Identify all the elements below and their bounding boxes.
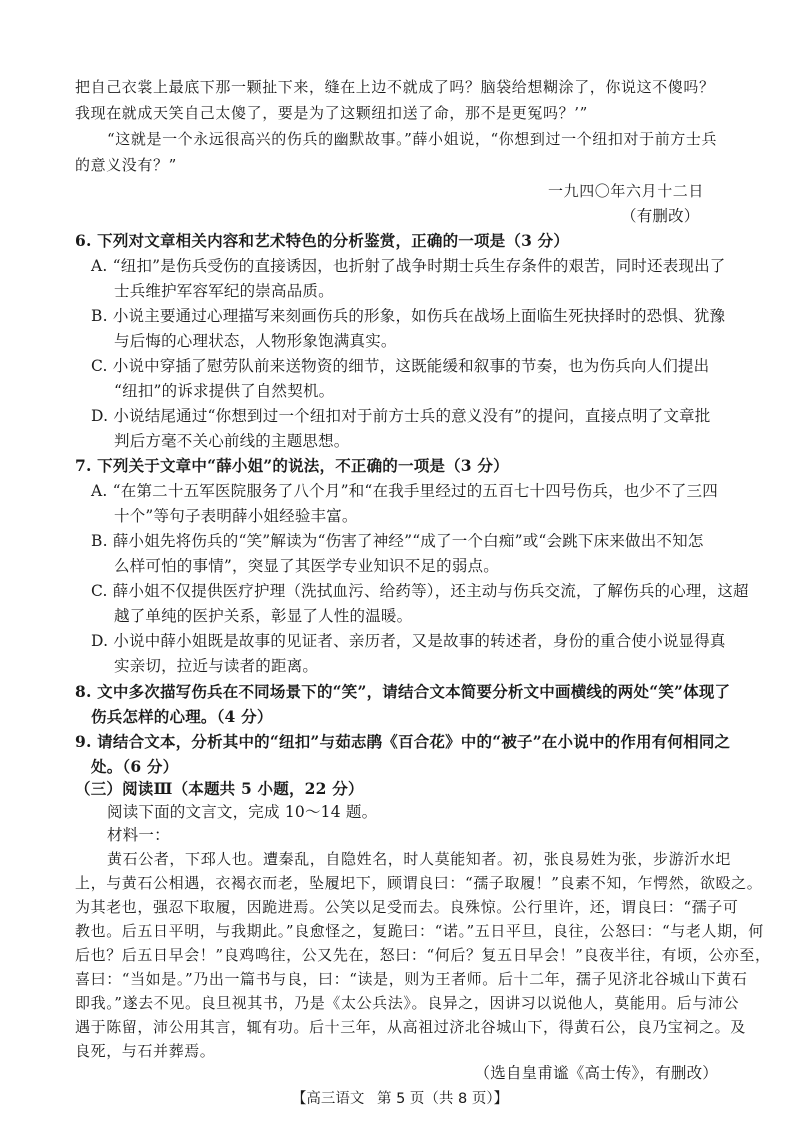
q7-option-d: D. 小说中薛小姐既是故事的见证者、亲历者，又是故事的转述者，身份的重合使小说显得真 (91, 632, 726, 650)
passage-source: （选自皇甫谧《高士传》，有删改） (474, 1064, 718, 1082)
question-7-stem: 7. 下列关于文章中“薛小姐”的说法，不正确的一项是（3 分） (75, 456, 509, 475)
passage-line-7: 即我。”遂去不见。良旦视其书，乃是《太公兵法》。良异之，因讲习以说他人，莫能用。后与沛公 (75, 994, 740, 1012)
q6-option-a-cont: 士兵维护军容军纪的崇高品质。 (114, 282, 334, 300)
q6-option-d-cont: 判后方毫不关心前线的主题思想。 (114, 432, 350, 450)
question-9-stem-cont: 处。（6 分） (91, 757, 179, 776)
passage-line-2: 上，与黄石公相遇，衣褐衣而老，坠履圯下，顾谓良曰：“孺子取履！”良素不知，乍愕然，欲殴之。 (75, 874, 763, 892)
section-3-heading: （三）阅读Ⅲ（本题共 5 小题，22 分） (75, 779, 364, 798)
question-6-stem: 6. 下列对文章相关内容和艺术特色的分析鉴赏，正确的一项是（3 分） (75, 231, 570, 250)
q6-option-b: B. 小说主要通过心理描写来刻画伤兵的形象，如伤兵在战场上面临生死抉择时的恐惧、犹豫 (91, 307, 726, 325)
passage-line-9: 良死，与石并葬焉。 (75, 1042, 216, 1060)
footer-subject: 【高三语文 (291, 1091, 365, 1107)
question-8-stem: 8. 文中多次描写伤兵在不同场景下的“笑”，请结合文本简要分析文中画横线的两处“笑”体现了 (75, 682, 731, 701)
q7-option-c-cont: 越了单纯的医护关系，彰显了人性的温暖。 (114, 607, 413, 625)
page-footer (0, 1087, 800, 1108)
story-line-3: “这就是一个永远很高兴的伤兵的幽默故事。”薛小姐说，“你想到过一个纽扣对于前方士兵 (107, 130, 718, 148)
q6-option-c: C. 小说中穿插了慰劳队前来送物资的细节，这既能缓和叙事的节奏，也为伤兵向人们提出 (91, 357, 710, 375)
passage-line-4: 教也。后五日平明，与我期此。”良愈怪之，复跪曰：“诺。”五日平旦，良往，公怒曰：“与老人期，何 (75, 922, 764, 940)
passage-line-3: 为其老也，强忍下取履，因跪进焉。公笑以足受而去。良殊惊。公行里许，还，谓良曰：“孺子可 (75, 898, 739, 916)
q6-option-a: A. “纽扣”是伤兵受伤的直接诱因，也折射了战争时期士兵生存条件的艰苦，同时还表现出了 (91, 257, 726, 275)
q7-option-a: A. “在第二十五军医院服务了八个月”和“在我手里经过的五百七十四号伤兵，也少不了三四 (91, 482, 718, 500)
story-line-1: 把自己衣裳上最底下那一颗扯下来，缝在上边不就成了吗？脑袋给想糊涂了，你说这不傻吗？ (75, 78, 715, 96)
q6-option-d: D. 小说结尾通过“你想到过一个纽扣对于前方士兵的意义没有”的提问，直接点明了文章批 (91, 407, 711, 425)
story-line-4: 的意义没有？” (75, 156, 177, 174)
story-line-2: 我现在就成天笑自己太傻了，要是为了这颗纽扣送了命，那不是更冤吗？’” (75, 104, 588, 122)
q6-option-c-cont: “纽扣”的诉求提供了自然契机。 (114, 382, 335, 400)
q7-option-b: B. 薛小姐先将伤兵的“笑”解读为“伤害了神经”“成了一个白痴”或“会跳下床来做出不知怎 (91, 532, 704, 550)
question-8-stem-cont: 伤兵怎样的心理。（4 分） (91, 707, 273, 726)
q7-option-a-cont: 十个”等句子表明薛小姐经验丰富。 (114, 507, 358, 525)
passage-line-6: 喜曰：“当如是。”乃出一篇书与良，曰：“读是，则为王者师。后十二年，孺子见济北谷城山下黄石 (75, 970, 748, 988)
question-9-stem: 9. 请结合文本，分析其中的“纽扣”与茹志鹃《百合花》中的“被子”在小说中的作用有何相同之 (75, 732, 731, 751)
material-label: 材料一： (107, 826, 170, 844)
section-3-instruction: 阅读下面的文言文，完成 10～14 题。 (107, 803, 378, 821)
story-note: （有删改） (621, 207, 700, 225)
q7-option-c: C. 薛小姐不仅提供医疗护理（洗拭血污、给药等），还主动与伤兵交流，了解伤兵的心理，这超 (91, 582, 749, 600)
footer-page-number: 第 5 页（共 8 页）】 (376, 1091, 509, 1107)
q7-option-d-cont: 实亲切，拉近与读者的距离。 (114, 657, 319, 675)
passage-line-5: 后也？后五日早会！”良鸡鸣往，公又先在，怒曰：“何后？复五日早会！”良夜半往，有顷，公亦至， (75, 946, 771, 964)
passage-line-8: 遇于陈留，沛公用其言，辄有功。后十三年，从高祖过济北谷城山下，得黄石公，良乃宝祠之。及 (75, 1018, 746, 1036)
q7-option-b-cont: 么样可怕的事情”，突显了其医学专业知识不足的弱点。 (114, 557, 499, 575)
q6-option-b-cont: 与后悔的心理状态，人物形象饱满真实。 (114, 332, 397, 350)
passage-line-1: 黄石公者，下邳人也。遭秦乱，自隐姓名，时人莫能知者。初，张良易姓为张，步游沂水圯 (107, 850, 732, 868)
story-date: 一九四〇年六月十二日 (548, 182, 705, 200)
